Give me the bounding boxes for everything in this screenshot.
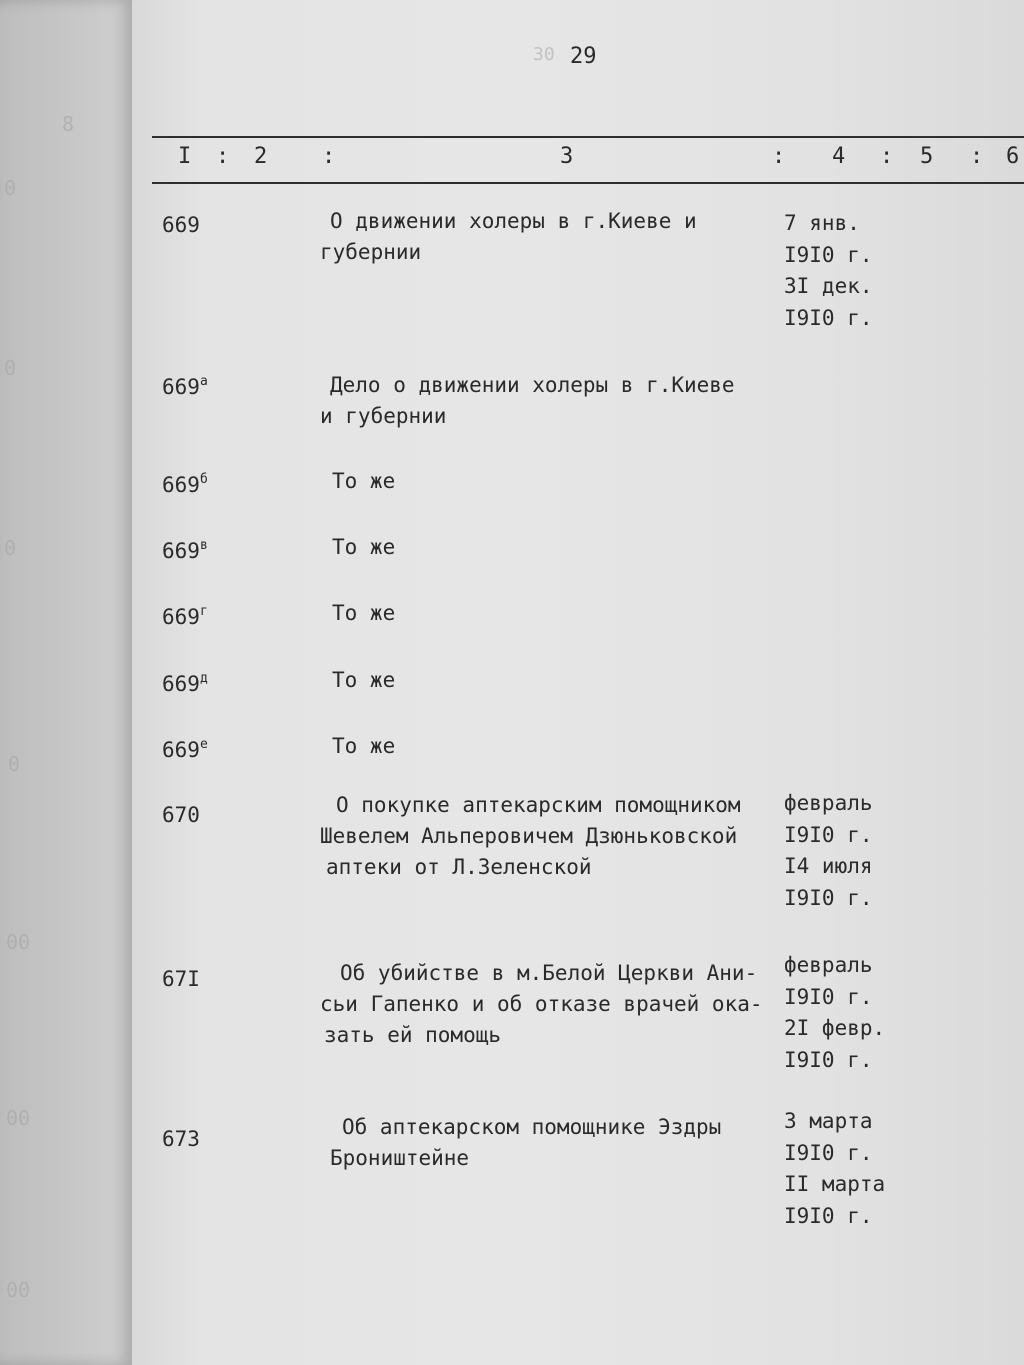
- entry-date-line: II марта: [784, 1172, 886, 1196]
- entry-number: $669^б$: [162, 472, 208, 497]
- entry-number: $669^а$: [162, 374, 208, 399]
- entry-date-line: февраль: [784, 791, 873, 815]
- entry-title: [320, 532, 790, 563]
- entry-dates: [784, 208, 873, 334]
- entry-number: $669^г$: [162, 604, 208, 629]
- entry-title-line: То же: [332, 469, 396, 493]
- entry-title-line: То же: [332, 601, 396, 625]
- entry-title-line: То же: [332, 535, 396, 559]
- entry-number: 673: [162, 1127, 200, 1151]
- entry-number: 670: [162, 803, 200, 827]
- entry-title-line: Броништейне: [330, 1146, 470, 1170]
- entry-number: 669: [162, 213, 200, 237]
- facing-page-edge: [0, 0, 132, 1365]
- column-separator: :: [772, 144, 786, 169]
- column-header-2: 2: [254, 144, 268, 169]
- entry-date-line: 7 янв.: [784, 211, 860, 235]
- entry-number: $669^е$: [162, 737, 208, 762]
- entry-title: [320, 1112, 790, 1174]
- entry-date-line: I9I0 г.: [784, 1047, 873, 1072]
- entry-title-line: сьи Гапенко и об отказе врачей ока-: [320, 992, 763, 1016]
- entry-dates: [784, 1106, 885, 1232]
- entry-date-line: 3 марта: [784, 1109, 873, 1133]
- entry-number: $669^д$: [162, 671, 208, 696]
- column-header-1: I: [178, 144, 192, 169]
- entry-date-line: 3I дек.: [784, 274, 873, 298]
- entry-number: 67I: [162, 967, 200, 991]
- entry-title: [320, 731, 790, 762]
- column-separator: :: [880, 144, 894, 169]
- entry-title: [320, 598, 790, 629]
- facing-page-fragment: 00: [6, 1106, 31, 1130]
- entry-date-line: I9I0 г.: [784, 242, 873, 267]
- entry-date-line: I9I0 г.: [784, 305, 873, 330]
- entry-title-line: О покупке аптекарским помощником: [336, 793, 741, 817]
- facing-page-fragment: 0: [4, 536, 17, 560]
- page-number: 29: [570, 44, 597, 69]
- facing-page-fragment: 00: [6, 1278, 31, 1302]
- entry-title-line: Об аптекарском помощнике Эздры: [342, 1115, 722, 1139]
- entry-dates: [784, 950, 885, 1076]
- column-separator: :: [322, 144, 336, 169]
- entry-dates: [784, 788, 873, 914]
- entry-number: $669^в$: [162, 538, 208, 563]
- bleed-through-page-number: 30: [533, 44, 555, 65]
- entry-title: [320, 466, 790, 497]
- entry-date-line: I9I0 г.: [784, 1203, 873, 1228]
- entry-date-line: I9I0 г.: [784, 822, 873, 847]
- entry-date-line: I9I0 г.: [784, 1140, 873, 1165]
- entry-title-line: Об убийстве в м.Белой Церкви Ани-: [340, 961, 758, 985]
- entry-title-line: губернии: [320, 240, 422, 264]
- facing-page-fragment: 0: [4, 176, 17, 200]
- entry-title-line: Дело о движении холеры в г.Киеве: [330, 373, 735, 397]
- table-header-bottom-rule: [152, 182, 1024, 184]
- entry-date-line: I9I0 г.: [784, 984, 873, 1009]
- entry-title: [320, 370, 790, 432]
- entry-title-line: О движении холеры в г.Киеве и: [330, 209, 697, 233]
- entry-date-line: февраль: [784, 953, 873, 977]
- entry-title-line: аптеки от Л.Зеленской: [326, 855, 592, 879]
- entry-title-line: То же: [332, 668, 396, 692]
- column-header-3: 3: [560, 144, 574, 169]
- entry-title: [320, 790, 790, 883]
- column-header-6: 6: [1006, 144, 1020, 169]
- entry-title-line: Шевелем Альперовичем Дзюньковской: [320, 824, 738, 848]
- column-header-4: 4: [832, 144, 846, 169]
- entry-title-line: То же: [332, 734, 396, 758]
- facing-page-fragment: 00: [6, 930, 31, 954]
- table-header-top-rule: [152, 136, 1024, 138]
- entry-date-line: I9I0 г.: [784, 885, 873, 910]
- entry-title: [320, 665, 790, 696]
- entry-title-line: и губернии: [320, 404, 447, 428]
- entry-title: [320, 958, 790, 1051]
- facing-page-fragment: 8: [62, 112, 75, 136]
- entry-title: [320, 206, 790, 268]
- column-header-5: 5: [920, 144, 934, 169]
- entry-title-line: зать ей помощь: [324, 1023, 502, 1047]
- facing-page-fragment: 0: [4, 356, 17, 380]
- entry-date-line: 2I февр.: [784, 1016, 886, 1040]
- column-separator: :: [216, 144, 230, 169]
- column-separator: :: [970, 144, 984, 169]
- entry-date-line: I4 июля: [784, 854, 873, 878]
- facing-page-fragment: 0: [8, 752, 21, 776]
